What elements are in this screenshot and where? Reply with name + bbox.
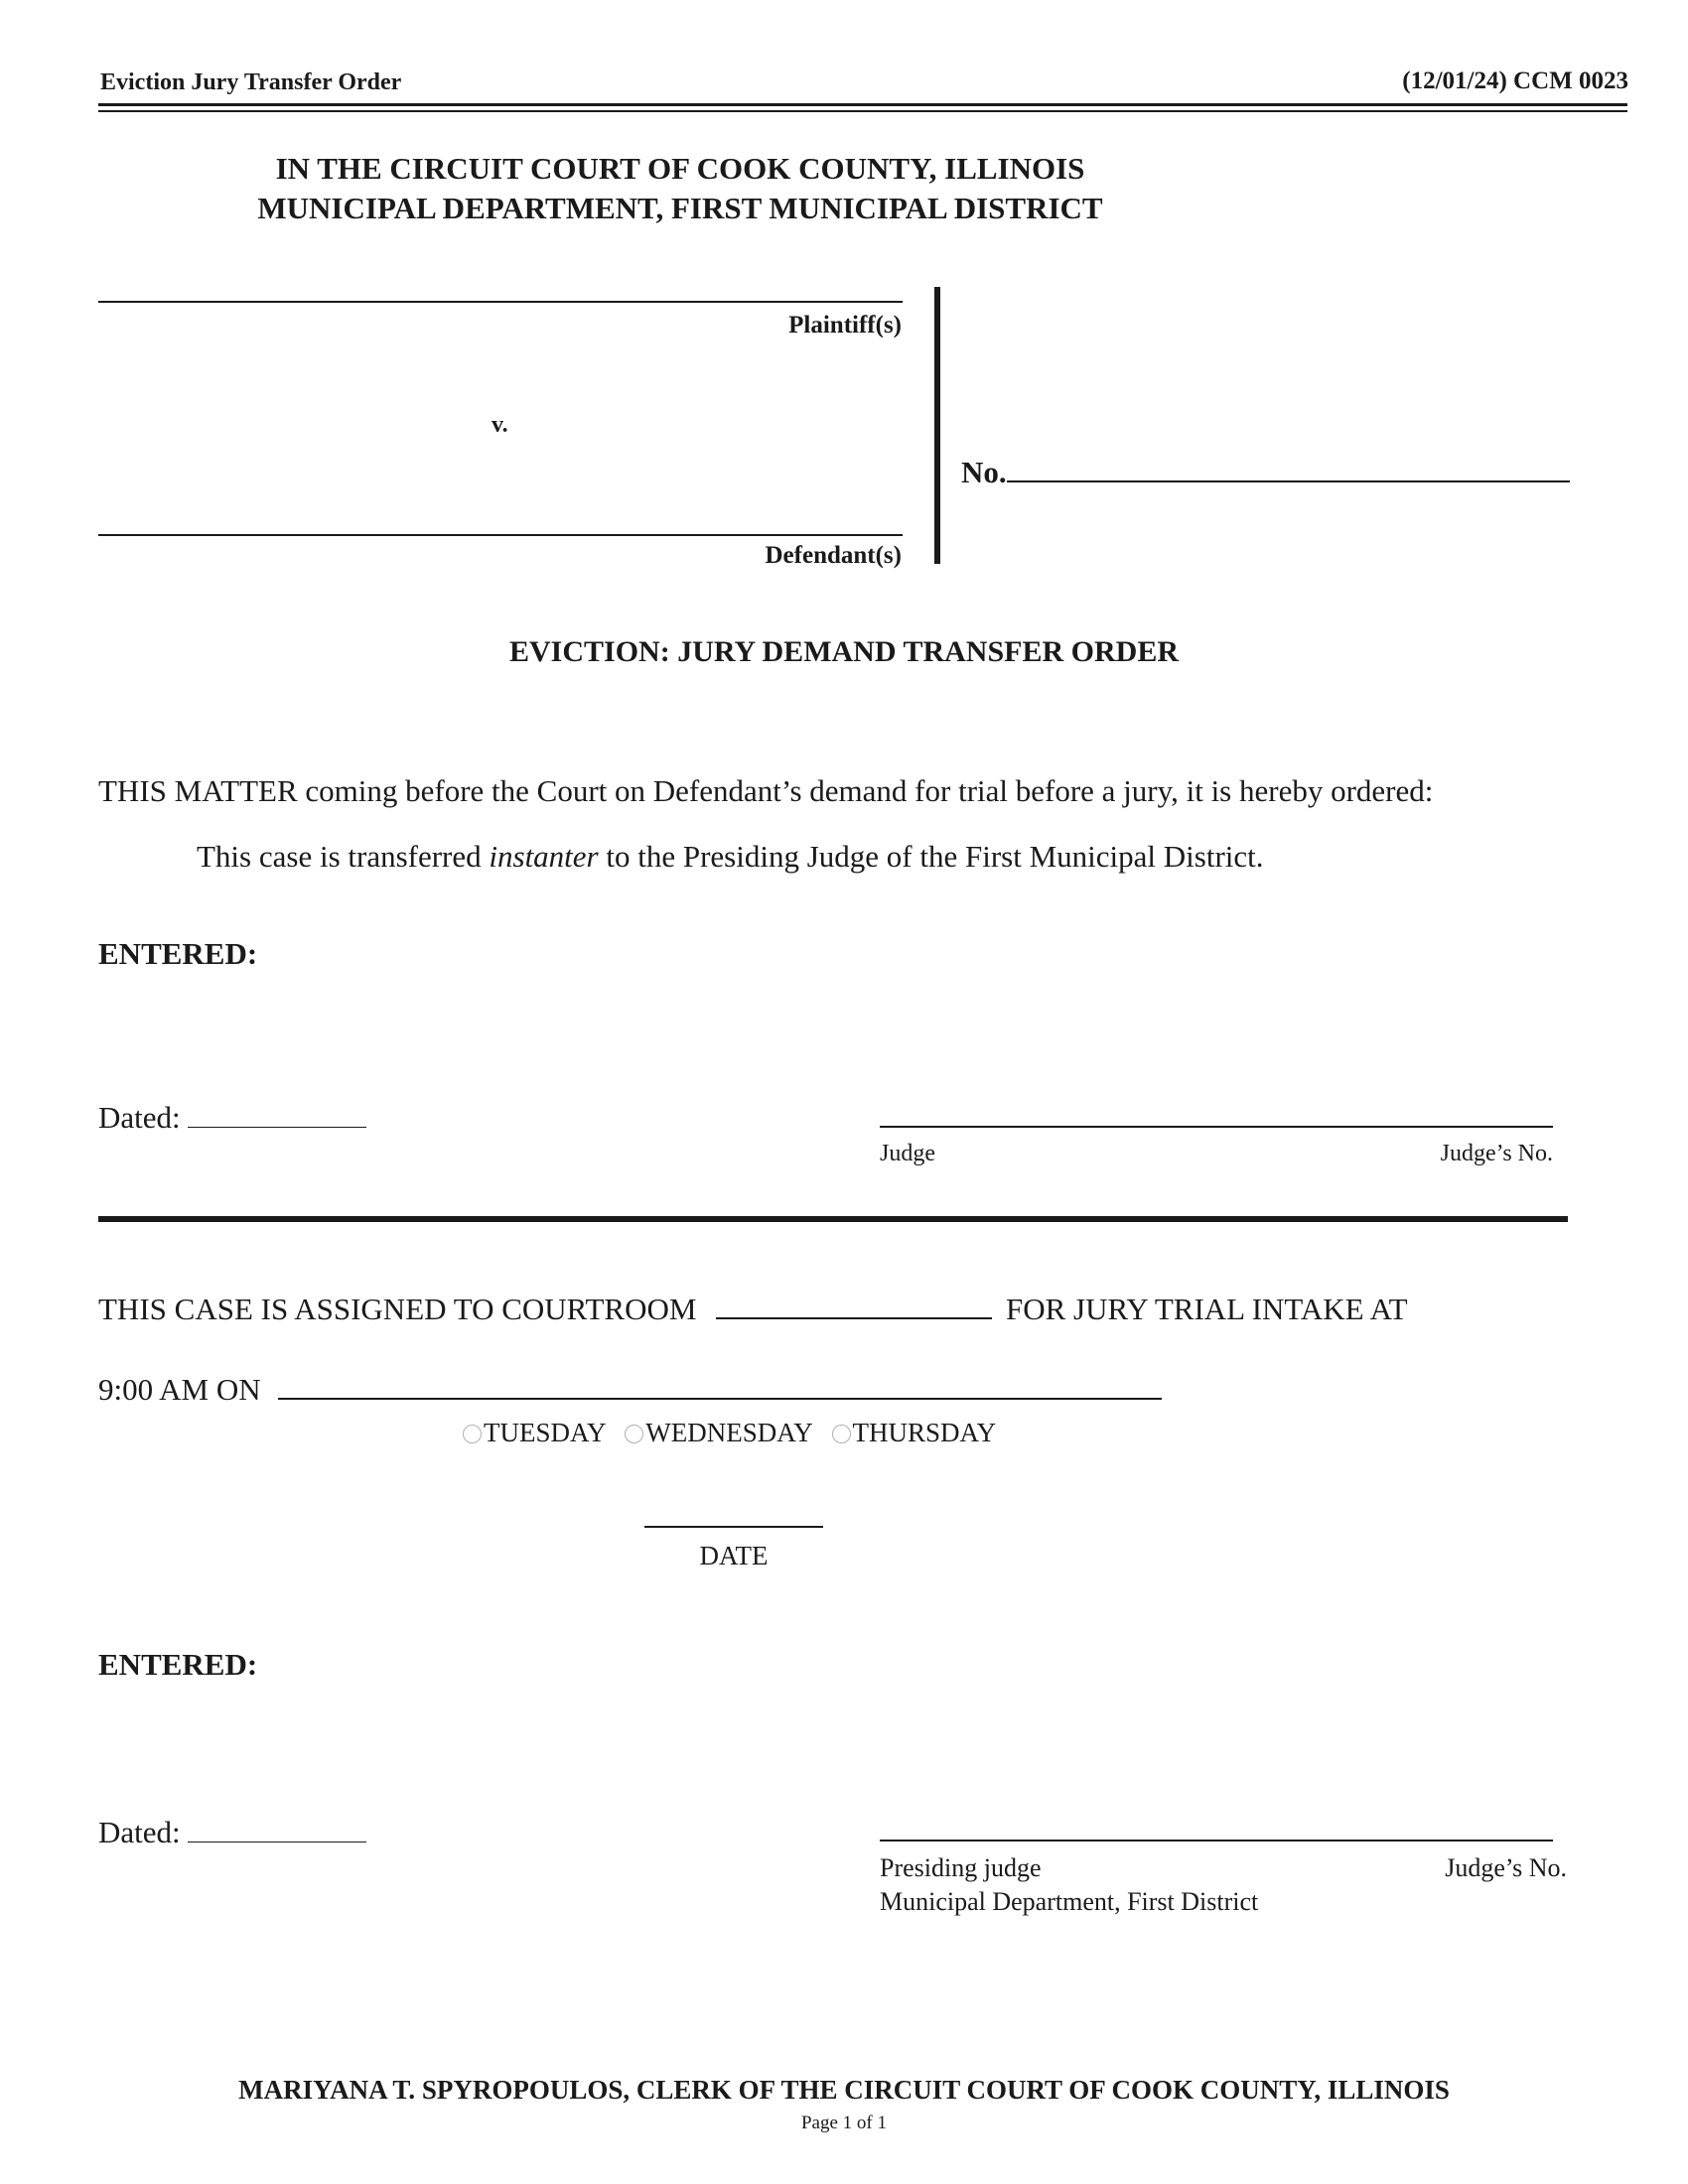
dated-input-2[interactable]	[188, 1842, 366, 1843]
judge-label: Judge	[880, 1141, 935, 1166]
courtroom-assignment	[98, 1292, 1408, 1327]
dated-field-1	[98, 1100, 366, 1136]
date-line[interactable]	[644, 1526, 823, 1528]
versus-label: v.	[492, 412, 508, 438]
caption-divider	[934, 287, 940, 564]
dated-label-2: Dated:	[98, 1815, 181, 1849]
thursday-radio[interactable]	[832, 1425, 851, 1443]
section-divider	[98, 1216, 1568, 1222]
intake-date-input[interactable]	[278, 1398, 1162, 1400]
day-option-tuesday[interactable]	[463, 1418, 607, 1447]
dated-label-1: Dated:	[98, 1100, 181, 1135]
transfer-text-pre: This case is transferred	[197, 839, 482, 874]
clerk-footer: MARIYANA T. SPYROPOULOS, CLERK OF THE CIRCUIT COURT OF COOK COUNTY, ILLINOIS	[238, 2075, 1450, 2105]
intake-time-field	[98, 1372, 1162, 1408]
plaintiff-line[interactable]	[98, 301, 903, 303]
dated-input-1[interactable]	[188, 1127, 366, 1128]
court-title	[184, 149, 1177, 228]
entered-label-1: ENTERED:	[98, 936, 258, 971]
entered-label-2: ENTERED:	[98, 1647, 258, 1682]
courtroom-text-pre: THIS CASE IS ASSIGNED TO COURTROOM	[98, 1292, 697, 1326]
judge-no-label-2: Judge’s No.	[1445, 1853, 1567, 1882]
transfer-text-post: to the Presiding Judge of the First Municipal District.	[606, 839, 1264, 874]
presiding-judge-sub-label: Municipal Department, First District	[880, 1887, 1259, 1916]
presiding-judge-signature-line[interactable]	[880, 1840, 1553, 1842]
day-option-thursday[interactable]	[832, 1418, 997, 1447]
form-code: (12/01/24) CCM 0023	[1402, 68, 1628, 94]
order-title: EVICTION: JURY DEMAND TRANSFER ORDER	[509, 635, 1179, 668]
day-options	[463, 1418, 1008, 1448]
form-name: Eviction Jury Transfer Order	[100, 69, 402, 95]
courtroom-input[interactable]	[716, 1317, 992, 1319]
page-number: Page 1 of 1	[800, 2113, 887, 2133]
courtroom-text-post: FOR JURY TRIAL INTAKE AT	[1005, 1292, 1408, 1326]
plaintiff-label: Plaintiff(s)	[788, 312, 902, 339]
judge-no-label-1: Judge’s No.	[1440, 1141, 1553, 1166]
date-label: DATE	[699, 1541, 769, 1570]
court-line-1: IN THE CIRCUIT COURT OF COOK COUNTY, ILLINOIS	[275, 151, 1085, 186]
wednesday-label: WEDNESDAY	[645, 1418, 813, 1447]
case-number-field	[961, 455, 1570, 490]
presiding-judge-label: Presiding judge	[880, 1853, 1042, 1882]
transfer-statement	[197, 839, 1264, 875]
tuesday-label: TUESDAY	[484, 1418, 607, 1447]
case-number-label: No.	[961, 455, 1007, 489]
defendant-label: Defendant(s)	[765, 542, 902, 569]
judge-signature-line[interactable]	[880, 1126, 1553, 1128]
court-line-2: MUNICIPAL DEPARTMENT, FIRST MUNICIPAL DISTRICT	[257, 191, 1103, 225]
wednesday-radio[interactable]	[625, 1425, 643, 1443]
tuesday-radio[interactable]	[463, 1425, 482, 1443]
header-rule-thin	[98, 110, 1627, 112]
dated-field-2	[98, 1815, 366, 1850]
defendant-line[interactable]	[98, 534, 903, 536]
intake-time-label: 9:00 AM ON	[98, 1372, 261, 1407]
case-number-input[interactable]	[1007, 480, 1570, 482]
header-rule-thick	[98, 103, 1627, 106]
transfer-text-italic: instanter	[489, 839, 599, 874]
day-option-wednesday[interactable]	[625, 1418, 813, 1447]
thursday-label: THURSDAY	[852, 1418, 997, 1447]
order-paragraph: THIS MATTER coming before the Court on Defendant’s demand for trial before a jury, it is hereby ordered:	[98, 773, 1434, 808]
